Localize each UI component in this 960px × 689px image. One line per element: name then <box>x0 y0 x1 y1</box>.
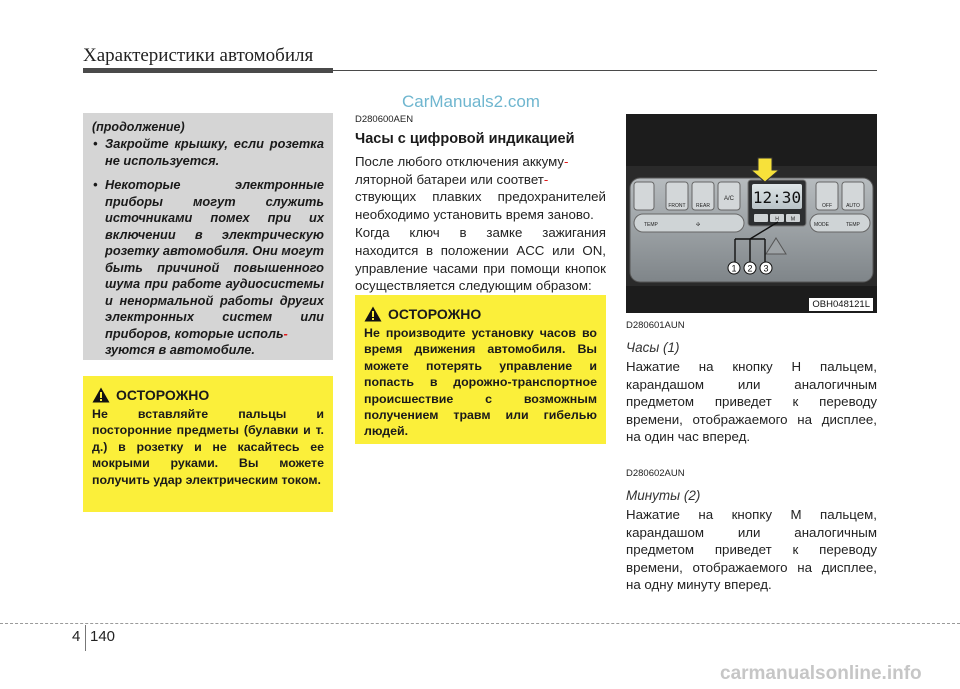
minute-subtitle: Минуты (2) <box>626 487 701 503</box>
warning-title: ОСТОРОЖНО <box>116 387 210 403</box>
header-rule-thin <box>333 70 877 71</box>
hour-code: D280601AUN <box>626 320 685 331</box>
front-label: FRONT <box>668 203 686 209</box>
warning-title: ОСТОРОЖНО <box>388 306 482 322</box>
hour-text: Нажатие на кнопку H пальцем, карандашом или аналогичным предметом приведет к переводу времени, отображаемого на дисплее, на один час вперед. <box>626 359 877 445</box>
section-code: D280600AEN <box>355 114 414 125</box>
chapter-title: Характеристики автомобиля <box>83 45 314 66</box>
warning-triangle-icon <box>364 306 382 322</box>
clock-section <box>355 114 606 295</box>
clock-display <box>748 180 806 226</box>
clock-panel-photo <box>626 114 877 313</box>
clock-intro-paragraph: После любого отключения аккуму- ляторной батареи или соответ- ствующих плавких предохранителей необходимо установить время заново. <box>355 154 606 222</box>
header-rule-thick <box>83 68 333 73</box>
warning-text: Не вставляйте пальцы и посторонние предметы (булавки и т. д.) в розетку и не касайтесь ее мокрыми руками. Вы можете получить удар электрическим током. <box>92 407 324 487</box>
watermark-top: CarManuals2.com <box>402 92 540 111</box>
continued-title: (продолжение) <box>92 120 185 134</box>
continued-note-box <box>83 113 333 360</box>
rear-label: REAR <box>696 203 710 209</box>
page-number: 140 <box>90 628 116 645</box>
page-divider <box>85 625 86 651</box>
hour-subtitle: Часы (1) <box>626 340 680 355</box>
watermark-bottom: carmanualsonline.info <box>720 663 922 684</box>
minute-text: Нажатие на кнопку M пальцем, карандашом или аналогичным предметом приведет к переводу времени, отображаемого на дисплее, на одну минуту вперед. <box>626 506 877 593</box>
climate-panel-illustration <box>626 114 877 313</box>
minute-button-label: M <box>790 216 796 223</box>
warning-box-clock <box>355 295 606 444</box>
callout-markers <box>728 262 772 274</box>
callout-2: 2 <box>747 263 753 274</box>
mode-label: MODE <box>814 222 829 228</box>
warning-text: Не производите установку часов во время движения автомобиля. Вы можете потерять управление и попасть в дорожно-транспортное происшествие с возможным получением травм или гибелью людей. <box>364 326 597 439</box>
callout-1: 1 <box>731 263 737 274</box>
section-heading: Часы с цифровой индикацией <box>355 131 575 147</box>
temp-left-label: TEMP <box>644 222 658 228</box>
continued-item-2: • Некоторые электронные приборы могут служить источниками помех при их включении в электрическую розетку автомобиля. Они могут быть причиной повышенного шума при работе аудиосистемы и ненормальной работы других электронных систем или приборов, которые исполь- зуются в автомобиле. <box>93 177 324 357</box>
warning-triangle-icon <box>92 387 110 403</box>
off-label: OFF <box>822 203 832 209</box>
continued-list <box>92 136 324 359</box>
minute-code: D280602AUN <box>626 467 685 479</box>
clock-usage-paragraph: Когда ключ в замке зажигания находится в положении ACC или ON, управление часами при помощи кнопок осуществляется следующим образом: <box>355 225 606 294</box>
temp-right-label: TEMP <box>846 222 860 228</box>
photo-label: OBH048121L <box>809 298 873 311</box>
warning-box-socket <box>83 376 333 512</box>
auto-label: AUTO <box>846 203 860 209</box>
hour-button-label: H <box>775 216 779 223</box>
section-number: 4 <box>72 628 81 645</box>
clock-buttons-section <box>626 320 877 594</box>
callout-3: 3 <box>763 263 769 274</box>
continued-item-1: • Закройте крышку, если розетка не используется. <box>93 136 324 168</box>
svg-text:✣: ✣ <box>696 222 701 228</box>
clock-readout: 12:30 <box>752 188 802 207</box>
ac-label: A/C <box>723 196 735 202</box>
footer-rule <box>0 623 960 624</box>
